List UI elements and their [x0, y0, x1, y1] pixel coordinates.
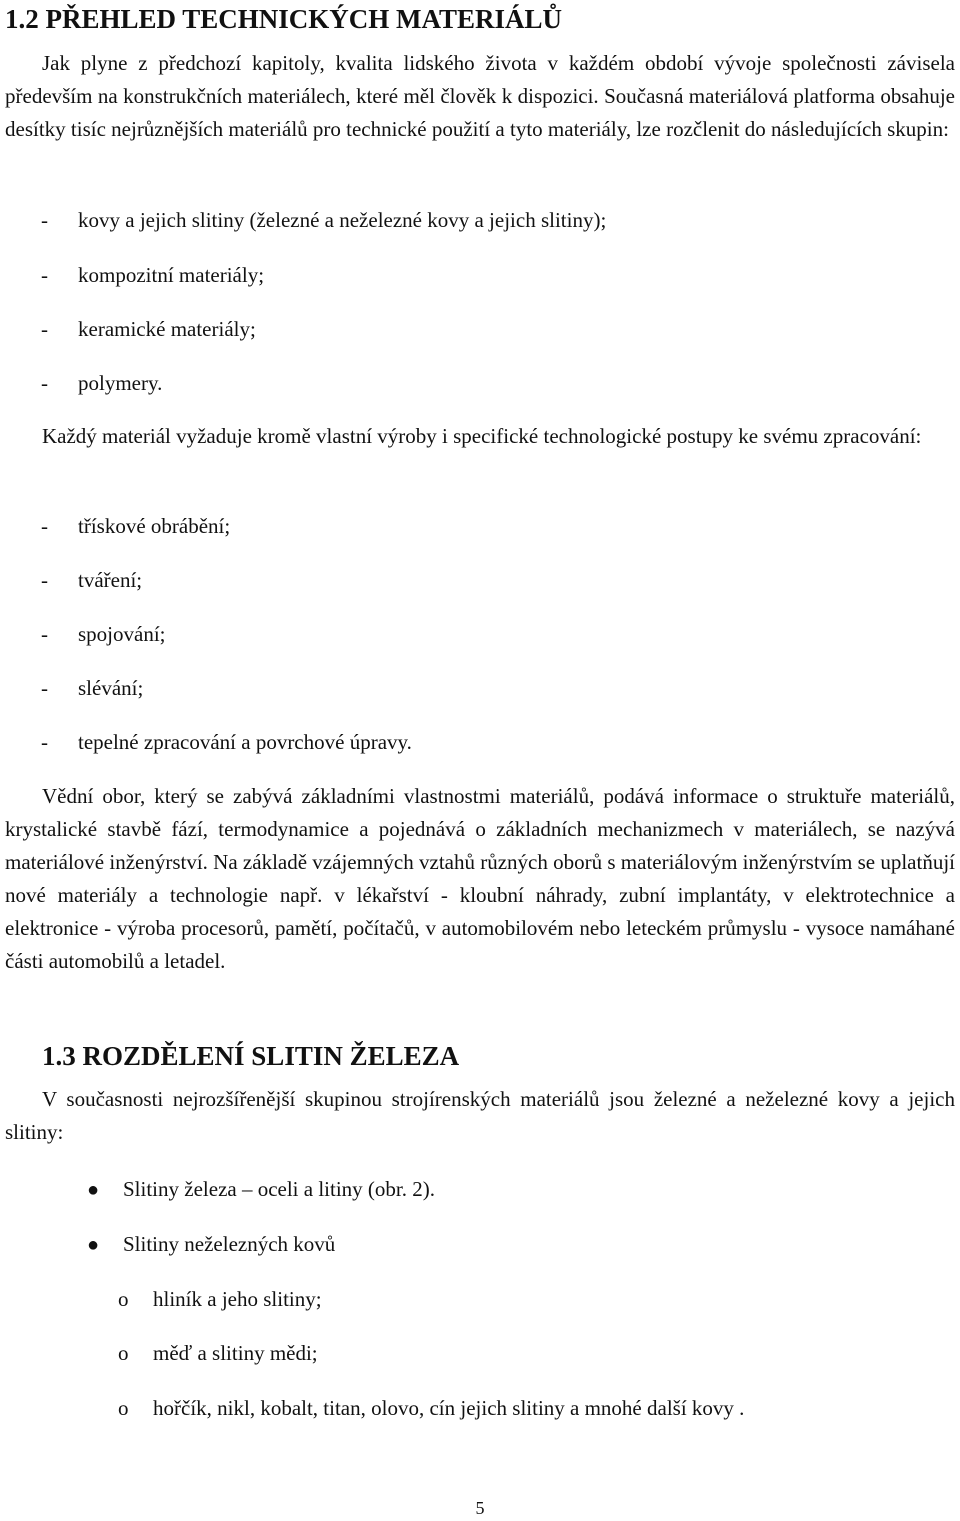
- section-heading-overview: 1.2 PŘEHLED TECHNICKÝCH MATERIÁLŮ: [5, 4, 563, 34]
- bullet-item: [87, 1228, 335, 1262]
- dash-marker: -: [41, 371, 48, 395]
- processing-paragraph: Každý materiál vyžaduje kromě vlastní výroby i specifické technologické postupy ke svému zpracování:: [42, 424, 922, 448]
- dash-marker: -: [41, 208, 48, 232]
- sub-list-item: [118, 1283, 322, 1316]
- list-item-process: [41, 618, 166, 651]
- list-item-material-group: [41, 259, 264, 292]
- bullet-marker: ●: [87, 1179, 100, 1201]
- list-item-process: [41, 672, 143, 705]
- list-item-text: polymery.: [78, 371, 163, 395]
- intro-paragraph: Jak plyne z předchozí kapitoly, kvalita lidského života v každém období vývoje společnosti závisela především na konstrukčních materiálech, které měl člověk k dispozici. Současná materiálová platforma obsahuje desítky tisíc nejrůznějších materiálů pro technické použití a tyto materiály, lze rozčlenit do následujících skupin:: [5, 51, 955, 141]
- list-item-text: keramické materiály;: [78, 317, 256, 341]
- list-item-text: slévání;: [78, 676, 144, 700]
- bullet-item-text: Slitiny železa – oceli a litiny (obr. 2).: [123, 1177, 435, 1201]
- list-item-text: třískové obrábění;: [78, 514, 231, 538]
- sub-marker: o: [118, 1341, 129, 1365]
- list-item-text: tepelné zpracování a povrchové úpravy.: [78, 730, 412, 754]
- dash-marker: -: [41, 622, 48, 646]
- list-item-process: [41, 726, 412, 759]
- page-number: 5: [475, 1498, 485, 1518]
- sub-marker: o: [118, 1396, 129, 1420]
- list-item-material-group: [41, 204, 606, 237]
- dash-marker: -: [41, 730, 48, 754]
- list-item-text: kompozitní materiály;: [78, 263, 265, 287]
- dash-marker: -: [41, 514, 48, 538]
- sub-list-item: [118, 1337, 318, 1370]
- bullet-item: [87, 1173, 435, 1207]
- list-item-material-group: [41, 367, 162, 400]
- dash-marker: -: [41, 676, 48, 700]
- materials-engineering-paragraph: Vědní obor, který se zabývá základními vlastnostmi materiálů, podává informace o struktuře materiálů, krystalické stavbě fází, termodynamice a pojednává o základních mechanizmech v materiálech, se nazývá materiálové inženýrství. Na základě vzájemných vztahů různých oborů s materiálovým inženýrstvím se uplatňují nové materiály a technologie např. v lékařství - kloubní náhrady, zubní implantáty, v elektrotechnice a elektronice - výroba procesorů, pamětí, počítačů, v automobilovém nebo leteckém průmyslu - vysoce namáhané části automobilů a letadel.: [5, 784, 955, 973]
- dash-marker: -: [41, 317, 48, 341]
- sub-list-item-text: měď a slitiny mědi;: [153, 1341, 318, 1365]
- list-item-text: kovy a jejich slitiny (železné a neželezné kovy a jejich slitiny);: [78, 208, 607, 232]
- list-item-text: tváření;: [78, 568, 143, 592]
- section-heading-iron-alloys: 1.3 ROZDĚLENÍ SLITIN ŽELEZA: [42, 1041, 460, 1071]
- sub-marker: o: [118, 1287, 129, 1311]
- alloys-intro-paragraph: V současnosti nejrozšířenější skupinou strojírenských materiálů jsou železné a neželezné kovy a jejich slitiny:: [5, 1087, 955, 1144]
- sub-list-item-text: hořčík, nikl, kobalt, titan, olovo, cín jejich slitiny a mnohé další kovy .: [153, 1396, 745, 1420]
- list-item-process: [41, 564, 142, 597]
- dash-marker: -: [41, 568, 48, 592]
- list-item-text: spojování;: [78, 622, 166, 646]
- sub-list-item: [118, 1392, 744, 1425]
- bullet-item-text: Slitiny neželezných kovů: [123, 1232, 336, 1256]
- sub-list-item-text: hliník a jeho slitiny;: [153, 1287, 322, 1311]
- list-item-process: [41, 510, 230, 543]
- dash-marker: -: [41, 263, 48, 287]
- bullet-marker: ●: [87, 1234, 100, 1256]
- list-item-material-group: [41, 313, 256, 346]
